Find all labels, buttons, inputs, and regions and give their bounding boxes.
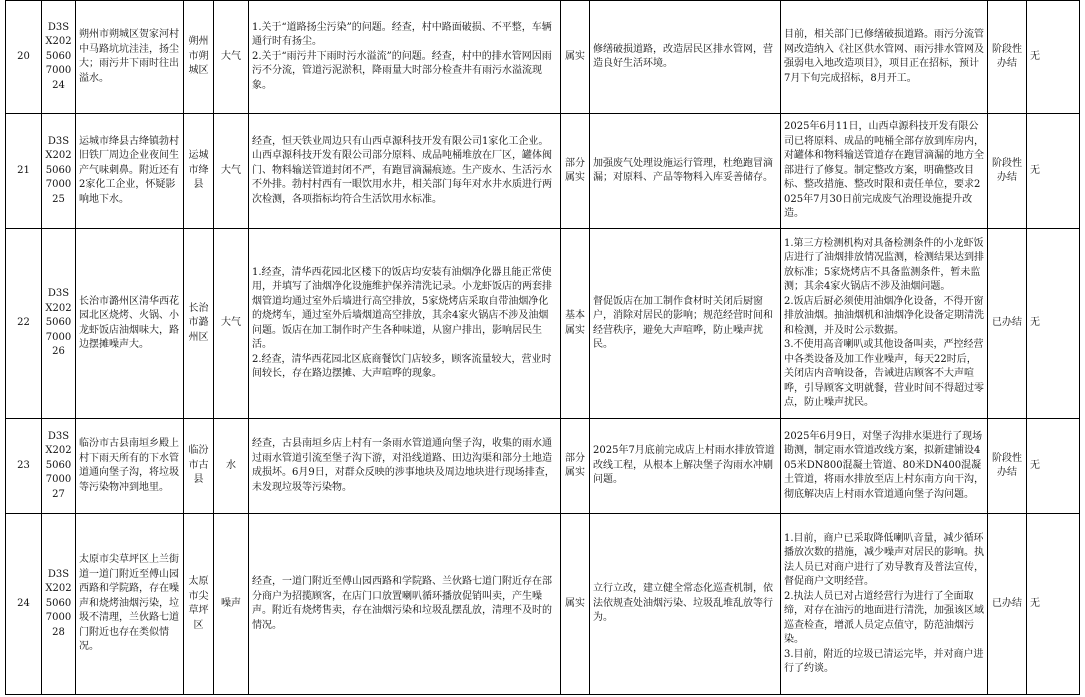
completion-status-cell: 阶段性办结	[988, 1, 1027, 114]
rectification-measures-cell: 修缮破损道路，改造居民区排水管网，营造良好生活环境。	[590, 1, 781, 114]
complaint-table	[5, 0, 1080, 695]
case-code-cell: D3SX2025060700024	[42, 1, 76, 114]
case-code-cell: D3SX2025060700026	[42, 229, 76, 419]
complaint-content-cell: 长治市潞州区清华西花园北区烧烤、火锅、小龙虾饭店油烟味大，路边摆摊噪声大。	[76, 229, 184, 419]
row-number-cell: 20	[6, 1, 42, 114]
rectification-progress-paragraph: 1.第三方检测机构对具备检测条件的小龙虾饭店进行了油烟排放情况监测，检测结果达到排放标准；5家烧烤店不具备监测条件，暂未监测；其余4家火锅店不涉及油烟问题。	[784, 237, 984, 292]
table-row	[6, 114, 1080, 229]
completion-status-cell: 已办结	[988, 514, 1027, 695]
rectification-measures-cell: 立行立改，建立健全常态化巡查机制，依法依规查处油烟污染、垃圾乱堆乱放等行为。	[590, 514, 781, 695]
verdict-cell: 属实	[561, 514, 590, 695]
rectification-progress-cell	[781, 419, 988, 514]
complaint-content-cell: 运城市绛县古绛镇勃村旧铁厂周边企业夜间生产气味刺鼻。附近还有2家化工企业，怀疑影响地下水。	[76, 114, 184, 229]
verdict-cell: 基本属实	[561, 229, 590, 419]
investigation-findings-cell	[249, 514, 561, 695]
rectification-progress-paragraph: 3.不使用高音喇叭或其他设备叫卖，严控经营中各类设备及加工作业噪声，每天22时后，关闭店内音响设备，告诫进店顾客不大声喧哗，引导顾客文明就餐，营业时间不得超过零点，防止噪声扰民。	[784, 339, 984, 408]
rectification-progress-paragraph: 2025年6月11日，山西卓源科技开发有限公司已将原料、成品的吨桶全部存放到库房内，对罐体和物料输送管道存在跑冒滴漏的地方全部进行了修复。制定整改方案，明确整改目标、整改措施、整改时限和责任单位，要求2025年7月30日前完成废气治理设施提升改造。	[784, 121, 984, 220]
investigation-findings-paragraph: 经查，恒天铁业周边只有山西卓源科技开发有限公司1家化工企业。山西卓源科技开发有限公司部分原料、成品吨桶堆放在厂区，罐体阀门、物料输送管道封闭不严，有跑冒滴漏痕迹。生产废水、生活污水不外排。勃村村西有一眼饮用水井，相关部门每年对水井水质进行两次检测，各项指标均符合生活饮用水标准。	[252, 135, 552, 205]
pollution-type-cell: 水	[214, 419, 249, 514]
admin-area-cell: 临汾市古县	[184, 419, 214, 514]
row-number-cell: 24	[6, 514, 42, 695]
case-code-cell: D3SX2025060700027	[42, 419, 76, 514]
table-row	[6, 1, 1080, 114]
verdict-cell: 部分属实	[561, 114, 590, 229]
rectification-progress-cell	[781, 229, 988, 419]
case-code-cell: D3SX2025060700025	[42, 114, 76, 229]
admin-area-cell: 朔州市朔城区	[184, 1, 214, 114]
rectification-measures-cell: 督促饭店在加工制作食材时关闭后厨窗户，消除对居民的影响；规范经营时间和经营秩序，避免大声喧哗，防止噪声扰民。	[590, 229, 781, 419]
investigation-findings-cell	[249, 229, 561, 419]
pollution-type-cell: 大气	[214, 114, 249, 229]
rectification-progress-paragraph: 2.饭店后厨必须使用油烟净化设备，不得开窗排放油烟。抽油烟机和油烟净化设备定期清洗和检测，并及时公示数据。	[784, 295, 984, 336]
table-row	[6, 514, 1080, 695]
accountability-cell: 无	[1027, 229, 1080, 419]
accountability-cell: 无	[1027, 114, 1080, 229]
rectification-progress-cell	[781, 1, 988, 114]
completion-status-cell: 阶段性办结	[988, 419, 1027, 514]
admin-area-cell: 运城市绛县	[184, 114, 214, 229]
admin-area-cell: 长治市潞州区	[184, 229, 214, 419]
rectification-measures-cell: 加强废气处理设施运行管理，杜绝跑冒滴漏；对原料、产品等物料入库妥善储存。	[590, 114, 781, 229]
rectification-progress-cell	[781, 114, 988, 229]
row-number-cell: 21	[6, 114, 42, 229]
row-number-cell: 23	[6, 419, 42, 514]
investigation-findings-cell	[249, 114, 561, 229]
investigation-findings-paragraph: 经查，古县南垣乡店上村有一条雨水管道通向堡子沟，收集的雨水通过雨水管道引流至堡子沟下游，对沿线道路、田边沟渠和部分土地造成损坏。6月9日，对群众反映的涉事地块及周边地块进行现场排查，未发现垃圾等污染物。	[252, 438, 555, 493]
investigation-findings-cell	[249, 419, 561, 514]
accountability-cell: 无	[1027, 1, 1080, 114]
pollution-type-cell: 噪声	[214, 514, 249, 695]
table-row	[6, 419, 1080, 514]
row-number-cell: 22	[6, 229, 42, 419]
investigation-findings-paragraph: 2.经查，清华西花园北区底商餐饮门店较多，顾客流量较大，营业时间较长，存在路边摆摊、大声喧哗的现象。	[252, 353, 552, 379]
accountability-cell: 无	[1027, 514, 1080, 695]
rectification-progress-paragraph: 目前，相关部门已修缮破损道路。雨污分流管网改造纳入《社区供水管网、雨污排水管网及强弱电入地改造项目》，项目正在招标，预计7月下旬完成招标，8月开工。	[784, 29, 984, 84]
investigation-findings-paragraph: 1.关于“道路扬尘污染”的问题。经查，村中路面破损、不平整，车辆通行时有扬尘。	[252, 21, 552, 48]
rectification-progress-paragraph: 2025年6月9日，对堡子沟排水渠进行了现场勘测，制定雨水管道改线方案，拟新建铺设405米DN800混凝土管道、80米DN400混凝土管道，将雨水排放至店上村东南方向干沟，彻底解决店上村雨水管道通向堡子沟问题。	[784, 430, 984, 500]
pollution-type-cell: 大气	[214, 229, 249, 419]
investigation-findings-paragraph: 2.关于“雨污井下雨时污水溢流”的问题。经查，村中的排水管网因雨污不分流，管道污泥淤积，降雨量大时部分检查井有雨污水溢流现象。	[252, 50, 552, 91]
table-row	[6, 229, 1080, 419]
verdict-cell: 属实	[561, 1, 590, 114]
complaint-content-cell: 太原市尖草坪区上兰街道一道门附近至傅山园西路和学院路，存在噪声和烧烤油烟污染，垃圾不清理，兰伙路七道门附近也存在类似情况。	[76, 514, 184, 695]
pollution-type-cell: 大气	[214, 1, 249, 114]
rectification-progress-cell	[781, 514, 988, 695]
case-code-cell: D3SX2025060700028	[42, 514, 76, 695]
accountability-cell: 无	[1027, 419, 1080, 514]
complaint-content-cell: 临汾市古县南垣乡殿上村下雨天所有的下水管道通向堡子沟，将垃圾等污染物冲到地里。	[76, 419, 184, 514]
admin-area-cell: 太原市尖草坪区	[184, 514, 214, 695]
completion-status-cell: 阶段性办结	[988, 114, 1027, 229]
verdict-cell: 部分属实	[561, 419, 590, 514]
investigation-findings-paragraph: 经查，一道门附近至傅山园西路和学院路、兰伙路七道门附近存在部分商户为招揽顾客，在店门口放置喇叭循环播放促销叫卖，产生噪声。附近有烧烤售卖，存在油烟污染和垃圾乱摆乱放，清理不及时的情况。	[252, 576, 552, 631]
rectification-progress-paragraph: 3.目前，附近的垃圾已清运完毕，并对商户进行了约谈。	[784, 648, 984, 674]
rectification-measures-cell: 2025年7月底前完成店上村雨水排放管道改线工程，从根本上解决堡子沟雨水冲刷问题。	[590, 419, 781, 514]
complaint-content-cell: 朔州市朔城区贺家河村中马路坑坑洼洼，扬尘大；雨污井下雨时往出溢水。	[76, 1, 184, 114]
rectification-progress-paragraph: 2.执法人员已对占道经营行为进行了全面取缔，对存在油污的地面进行清洗，加强该区域巡查检查，增派人员定点值守，防范油烟污染。	[784, 590, 984, 645]
rectification-progress-paragraph: 1.目前，商户已采取降低喇叭音量，减少循环播放次数的措施，减少噪声对居民的影响。执法人员已对商户进行了劝导教育及普法宣传，督促商户文明经营。	[784, 532, 984, 587]
completion-status-cell: 已办结	[988, 229, 1027, 419]
table-body	[6, 1, 1080, 695]
investigation-findings-cell	[249, 1, 561, 114]
investigation-findings-paragraph: 1.经查，清华西花园北区楼下的饭店均安装有油烟净化器且能正常使用，并填写了油烟净化设施维护保养清洗记录。小龙虾饭店的两套排烟管道均通过室外后墙进行高空排放，5家烧烤店采取自带油烟净化的烧烤车，通过室外后墙烟道高空排放，其余4家火锅店不涉及油烟问题。饭店在加工制作时产生各种味道，从窗户排出，影响居民生活。	[252, 266, 552, 350]
